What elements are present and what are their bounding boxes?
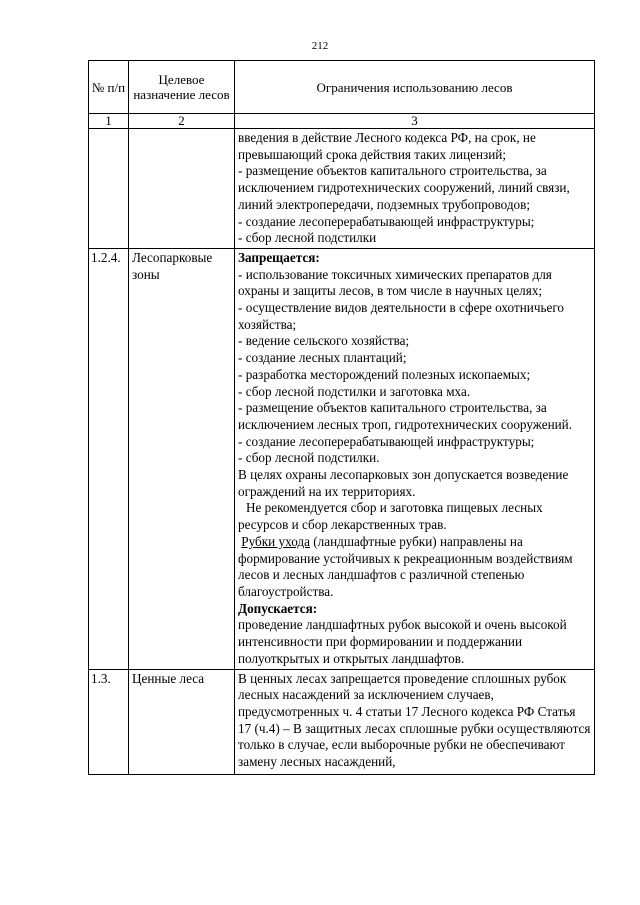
page-number: 212: [311, 40, 329, 52]
restrictions-cell: [235, 129, 595, 249]
header-number: № п/п: [89, 61, 129, 114]
care-rest-text: (ландшафтные рубки) направлены на формирование устойчивых к рекреационным воздействиям лесов и лесных ландшафтов с различной степенью благоустройства.: [238, 533, 573, 599]
column-number: 1: [89, 114, 129, 129]
not-recommended-paragraph: Не рекомендуется сбор и заготовка пищевых лесных ресурсов и сбор лекарственных трав.: [238, 500, 543, 533]
row-number: 1.3.: [89, 669, 129, 774]
row-purpose: Лесопарковые зоны: [129, 248, 235, 669]
table-header-row: [89, 61, 595, 114]
header-purpose: Целевое назначение лесов: [129, 61, 235, 114]
restriction-line: - сбор лесной подстилки: [238, 230, 377, 246]
prohibited-title: Запрещается:: [238, 249, 320, 265]
row-purpose: Ценные леса: [129, 669, 235, 774]
prohibited-item: - осуществление видов деятельности в сфере охотничьего хозяйства;: [238, 300, 564, 332]
fence-paragraph: В целях охраны лесопарковых зон допускается возведение ограждений на их территориях.: [238, 467, 569, 499]
column-number: 2: [129, 114, 235, 129]
forest-restrictions-table: [88, 60, 595, 775]
care-paragraph: [238, 534, 591, 601]
row-purpose-empty: [129, 129, 235, 249]
table-row-continued: [89, 129, 595, 249]
column-numbers-row: [89, 114, 595, 129]
prohibited-item: - ведение сельского хозяйства;: [238, 333, 410, 349]
restriction-line: - размещение объектов капитального строительства, за исключением гидротехнических сооружений, линий связи, линий электропередачи, подземных трубопроводов;: [238, 163, 570, 212]
row-number: 1.2.4.: [89, 248, 129, 669]
column-number: 3: [235, 114, 595, 129]
care-link-text: Рубки ухода: [241, 533, 310, 549]
prohibited-item: - сбор лесной подстилки.: [238, 450, 380, 466]
restrictions-cell: [235, 248, 595, 669]
allowed-paragraph: проведение ландшафтных рубок высокой и очень высокой интенсивности при формировании и поддержании полуоткрытых и открытых ландшафтов.: [238, 617, 567, 666]
prohibited-item: - размещение объектов капитального строительства, за исключением лесных троп, гидротехнических сооружений.: [238, 400, 573, 432]
restriction-line: введения в действие Лесного кодекса РФ, на срок, не превышающий срока действия таких лицензий;: [238, 130, 536, 162]
restrictions-cell: [235, 669, 595, 774]
row-number-empty: [89, 129, 129, 249]
allowed-title: Допускается:: [238, 600, 318, 616]
header-restrictions: Ограничения использованию лесов: [235, 61, 595, 114]
prohibited-item: - сбор лесной подстилки и заготовка мха.: [238, 383, 471, 399]
table-row-1-2-4: [89, 248, 595, 669]
valuable-forests-paragraph: В ценных лесах запрещается проведение сплошных рубок лесных насаждений за исключением случаев, предусмотренных ч. 4 статьи 17 Лесного кодекса РФ Статья 17 (ч.4) – В защитных лесах сплошные рубки осуществляются только в случае, если выборочные рубки не обеспечивают замену лесных насаждений,: [238, 670, 591, 770]
restriction-line: - создание лесоперерабатывающей инфраструктуры;: [238, 213, 535, 229]
prohibited-item: - создание лесных плантаций;: [238, 350, 407, 366]
prohibited-item: - создание лесоперерабатывающей инфраструктуры;: [238, 433, 535, 449]
table-row-1-3: [89, 669, 595, 774]
prohibited-item: - разработка месторождений полезных ископаемых;: [238, 366, 531, 382]
prohibited-item: - использование токсичных химических препаратов для охраны и защиты лесов, в том числе в научных целях;: [238, 266, 552, 299]
